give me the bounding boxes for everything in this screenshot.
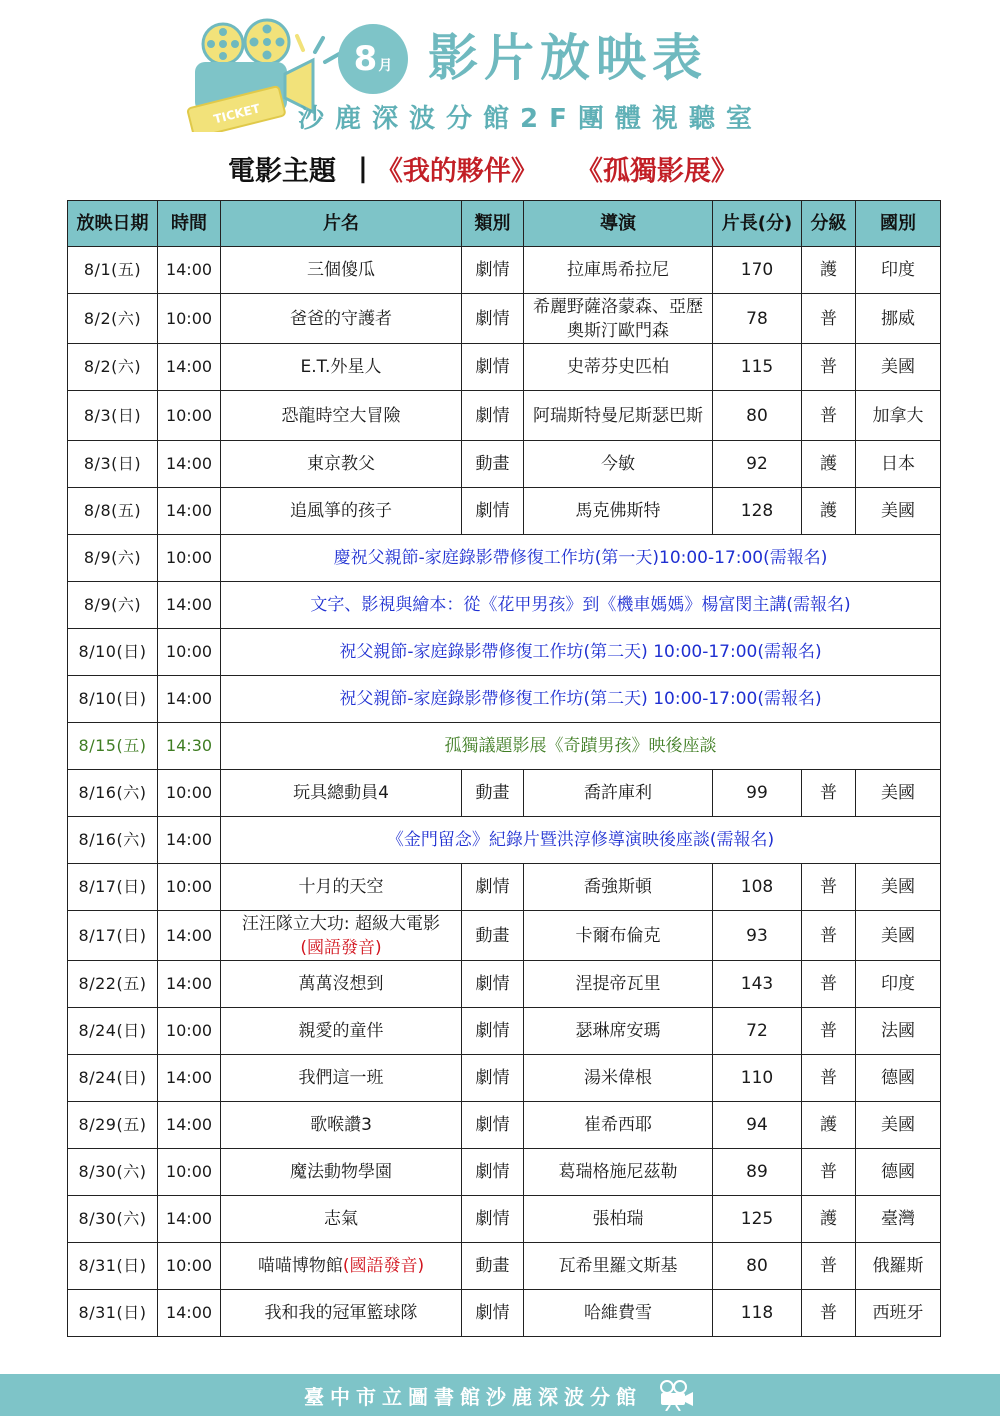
table-row — [68, 864, 941, 911]
film-country: 俄羅斯 — [856, 1243, 941, 1290]
language-note: (國語發音) — [342, 1256, 425, 1276]
film-title: 十月的天空 — [298, 877, 384, 897]
film-title: 魔法動物學園 — [290, 1162, 392, 1182]
film-rating: 普 — [802, 1008, 856, 1055]
header-length: 片長(分) — [713, 201, 802, 247]
film-director: 湯米偉根 — [524, 1055, 713, 1102]
film-country: 美國 — [856, 344, 941, 391]
film-country: 臺灣 — [856, 1196, 941, 1243]
film-country: 加拿大 — [856, 391, 941, 441]
screening-time: 14:00 — [158, 344, 221, 391]
header-time: 時間 — [158, 201, 221, 247]
theme-solitude-festival: 《孤獨影展》 — [575, 155, 738, 187]
month-number: 8 — [353, 39, 378, 79]
film-rating: 普 — [802, 1290, 856, 1337]
film-director: 瑟琳席安瑪 — [524, 1008, 713, 1055]
film-length: 93 — [713, 911, 802, 961]
screening-date: 8/17(日) — [68, 864, 158, 911]
event-description: 文字、影視與繪本：從《花甲男孩》到《機車媽媽》楊富閔主講(需報名) — [221, 582, 941, 629]
film-genre: 劇情 — [462, 344, 524, 391]
screening-time: 10:00 — [158, 535, 221, 582]
page-title: 影片放映表 — [428, 29, 708, 87]
header-rating: 分級 — [802, 201, 856, 247]
film-director: 拉庫馬希拉尼 — [524, 247, 713, 294]
film-director: 崔希西耶 — [524, 1102, 713, 1149]
film-title-cell — [221, 441, 462, 488]
film-length: 118 — [713, 1290, 802, 1337]
film-genre: 動畫 — [462, 441, 524, 488]
film-rating: 普 — [802, 1149, 856, 1196]
footer-bar — [0, 1374, 1000, 1416]
film-rating: 普 — [802, 294, 856, 344]
screening-date: 8/3(日) — [68, 441, 158, 488]
table-row — [68, 294, 941, 344]
table-row — [68, 629, 941, 676]
table-row — [68, 911, 941, 961]
screening-time: 10:00 — [158, 1008, 221, 1055]
film-title-cell — [221, 961, 462, 1008]
screening-time: 14:00 — [158, 961, 221, 1008]
film-length: 110 — [713, 1055, 802, 1102]
screening-date: 8/2(六) — [68, 344, 158, 391]
table-row — [68, 723, 941, 770]
table-row — [68, 344, 941, 391]
film-title-cell — [221, 247, 462, 294]
film-director: 喬強斯頓 — [524, 864, 713, 911]
film-title-cell — [221, 1055, 462, 1102]
screening-time: 14:00 — [158, 911, 221, 961]
film-title-cell — [221, 770, 462, 817]
film-length: 170 — [713, 247, 802, 294]
film-title: 東京教父 — [307, 454, 375, 474]
film-title: 志氣 — [324, 1209, 358, 1229]
table-row — [68, 770, 941, 817]
theme-label: 電影主題 — [228, 155, 336, 187]
screening-time: 10:00 — [158, 1243, 221, 1290]
event-description: 祝父親節-家庭錄影帶修復工作坊(第二天) 10:00-17:00(需報名) — [221, 629, 941, 676]
film-genre: 動畫 — [462, 770, 524, 817]
ticket-text: TICKET — [212, 101, 262, 127]
screening-time: 14:30 — [158, 723, 221, 770]
screening-time: 14:00 — [158, 247, 221, 294]
header-date: 放映日期 — [68, 201, 158, 247]
film-genre: 動畫 — [462, 1243, 524, 1290]
film-country: 法國 — [856, 1008, 941, 1055]
film-director: 史蒂芬史匹柏 — [524, 344, 713, 391]
film-rating: 普 — [802, 344, 856, 391]
film-genre: 劇情 — [462, 1055, 524, 1102]
screening-date: 8/24(日) — [68, 1055, 158, 1102]
film-title-cell — [221, 1008, 462, 1055]
film-length: 80 — [713, 1243, 802, 1290]
film-title: 我們這一班 — [298, 1068, 384, 1088]
film-genre: 劇情 — [462, 864, 524, 911]
film-country: 挪威 — [856, 294, 941, 344]
film-genre: 劇情 — [462, 1196, 524, 1243]
table-row — [68, 391, 941, 441]
film-rating: 普 — [802, 864, 856, 911]
film-length: 128 — [713, 488, 802, 535]
table-row — [68, 488, 941, 535]
film-rating: 普 — [802, 911, 856, 961]
film-country: 美國 — [856, 911, 941, 961]
table-row — [68, 676, 941, 723]
screening-time: 10:00 — [158, 864, 221, 911]
film-rating: 普 — [802, 1243, 856, 1290]
screening-time: 10:00 — [158, 1149, 221, 1196]
table-row — [68, 1055, 941, 1102]
table-body — [68, 247, 941, 1337]
screening-time: 14:00 — [158, 676, 221, 723]
screening-date: 8/16(六) — [68, 770, 158, 817]
film-title: 我和我的冠軍籃球隊 — [264, 1303, 418, 1323]
film-title: 追風箏的孩子 — [290, 501, 392, 521]
film-country: 美國 — [856, 770, 941, 817]
film-director: 涅提帝瓦里 — [524, 961, 713, 1008]
film-title: 萬萬沒想到 — [298, 974, 384, 994]
film-country: 德國 — [856, 1055, 941, 1102]
table-row — [68, 247, 941, 294]
film-director: 葛瑞格施尼茲勒 — [524, 1149, 713, 1196]
screening-time: 14:00 — [158, 1102, 221, 1149]
film-director: 阿瑞斯特曼尼斯瑟巴斯 — [524, 391, 713, 441]
film-rating: 普 — [802, 961, 856, 1008]
table-row — [68, 535, 941, 582]
table-header-row — [68, 201, 941, 247]
table-row — [68, 961, 941, 1008]
table-row — [68, 1196, 941, 1243]
film-length: 94 — [713, 1102, 802, 1149]
screening-time: 10:00 — [158, 629, 221, 676]
screening-date: 8/17(日) — [68, 911, 158, 961]
screening-schedule-table — [67, 200, 941, 1337]
film-title: E.T.外星人 — [300, 357, 382, 377]
table-row — [68, 1243, 941, 1290]
film-director: 瓦希里羅文斯基 — [524, 1243, 713, 1290]
screening-date: 8/30(六) — [68, 1196, 158, 1243]
film-genre: 劇情 — [462, 391, 524, 441]
header — [0, 0, 1000, 200]
film-country: 美國 — [856, 488, 941, 535]
screening-time: 10:00 — [158, 391, 221, 441]
film-genre: 劇情 — [462, 488, 524, 535]
table-row — [68, 817, 941, 864]
film-rating: 護 — [802, 488, 856, 535]
film-title: 恐龍時空大冒險 — [281, 405, 401, 426]
month-badge — [338, 24, 408, 94]
film-director: 馬克佛斯特 — [524, 488, 713, 535]
event-description: 《金門留念》紀錄片暨洪淳修導演映後座談(需報名) — [221, 817, 941, 864]
screening-time: 14:00 — [158, 1290, 221, 1337]
screening-date: 8/24(日) — [68, 1008, 158, 1055]
film-genre: 劇情 — [462, 294, 524, 344]
screening-date: 8/9(六) — [68, 535, 158, 582]
screening-date: 8/10(日) — [68, 676, 158, 723]
film-title: 爸爸的守護者 — [290, 308, 392, 329]
film-director: 喬許庫利 — [524, 770, 713, 817]
film-title-cell — [221, 911, 462, 961]
film-genre: 劇情 — [462, 1290, 524, 1337]
table-row — [68, 1008, 941, 1055]
film-length: 72 — [713, 1008, 802, 1055]
film-length: 80 — [713, 391, 802, 441]
film-length: 99 — [713, 770, 802, 817]
film-length: 108 — [713, 864, 802, 911]
table-row — [68, 441, 941, 488]
event-description: 孤獨議題影展《奇蹟男孩》映後座談 — [221, 723, 941, 770]
screening-date: 8/2(六) — [68, 294, 158, 344]
screening-date: 8/31(日) — [68, 1243, 158, 1290]
film-country: 西班牙 — [856, 1290, 941, 1337]
header-country: 國別 — [856, 201, 941, 247]
film-length: 125 — [713, 1196, 802, 1243]
film-length: 89 — [713, 1149, 802, 1196]
film-title-cell — [221, 1149, 462, 1196]
film-title-cell — [221, 864, 462, 911]
screening-date: 8/30(六) — [68, 1149, 158, 1196]
film-title-cell — [221, 391, 462, 441]
film-title-cell — [221, 344, 462, 391]
table-row — [68, 1102, 941, 1149]
film-length: 92 — [713, 441, 802, 488]
film-country: 德國 — [856, 1149, 941, 1196]
film-title: 親愛的童伴 — [298, 1021, 384, 1041]
film-genre: 劇情 — [462, 961, 524, 1008]
film-rating: 護 — [802, 1196, 856, 1243]
theme-row — [228, 148, 738, 188]
film-title-cell — [221, 1243, 462, 1290]
film-title: 歌喉讚3 — [310, 1115, 372, 1135]
screening-date: 8/15(五) — [68, 723, 158, 770]
film-title-cell — [221, 1290, 462, 1337]
event-description: 慶祝父親節-家庭錄影帶修復工作坊(第一天)10:00-17:00(需報名) — [221, 535, 941, 582]
film-title-cell — [221, 1102, 462, 1149]
film-genre: 劇情 — [462, 1008, 524, 1055]
film-rating: 普 — [802, 770, 856, 817]
film-country: 日本 — [856, 441, 941, 488]
film-title-cell — [221, 488, 462, 535]
screening-date: 8/9(六) — [68, 582, 158, 629]
screening-date: 8/22(五) — [68, 961, 158, 1008]
screening-time: 14:00 — [158, 1055, 221, 1102]
film-camera-icon — [656, 1379, 696, 1411]
film-genre: 劇情 — [462, 247, 524, 294]
screening-time: 14:00 — [158, 817, 221, 864]
film-country: 美國 — [856, 864, 941, 911]
film-length: 143 — [713, 961, 802, 1008]
film-rating: 普 — [802, 391, 856, 441]
venue-subtitle: 沙鹿深波分館2F團體視聽室 — [298, 104, 763, 134]
film-length: 115 — [713, 344, 802, 391]
film-director: 哈維費雪 — [524, 1290, 713, 1337]
film-director: 今敏 — [524, 441, 713, 488]
screening-time: 14:00 — [158, 488, 221, 535]
film-title: 汪汪隊立大功: 超級大電影 — [241, 913, 441, 934]
library-name: 臺中市立圖書館沙鹿深波分館 — [304, 1384, 642, 1409]
header-title: 片名 — [221, 201, 462, 247]
film-country: 印度 — [856, 961, 941, 1008]
film-title-cell — [221, 1196, 462, 1243]
header-director: 導演 — [524, 201, 713, 247]
table-row — [68, 582, 941, 629]
event-description: 祝父親節-家庭錄影帶修復工作坊(第二天) 10:00-17:00(需報名) — [221, 676, 941, 723]
film-title: 玩具總動員4 — [293, 783, 389, 803]
theme-separator: | — [358, 152, 368, 184]
screening-date: 8/10(日) — [68, 629, 158, 676]
screening-date: 8/8(五) — [68, 488, 158, 535]
table-row — [68, 1149, 941, 1196]
screening-date: 8/31(日) — [68, 1290, 158, 1337]
film-rating: 護 — [802, 441, 856, 488]
screening-date: 8/29(五) — [68, 1102, 158, 1149]
screening-time: 14:00 — [158, 582, 221, 629]
screening-time: 14:00 — [158, 441, 221, 488]
film-rating: 護 — [802, 1102, 856, 1149]
screening-time: 14:00 — [158, 1196, 221, 1243]
screening-time: 10:00 — [158, 294, 221, 344]
screening-date: 8/3(日) — [68, 391, 158, 441]
film-rating: 普 — [802, 1055, 856, 1102]
theme-my-partner: 《我的夥伴》 — [375, 155, 538, 187]
film-title: 三個傻瓜 — [307, 260, 375, 280]
film-rating: 護 — [802, 247, 856, 294]
film-country: 印度 — [856, 247, 941, 294]
film-genre: 動畫 — [462, 911, 524, 961]
film-country: 美國 — [856, 1102, 941, 1149]
table-row — [68, 1290, 941, 1337]
film-length: 78 — [713, 294, 802, 344]
film-genre: 劇情 — [462, 1149, 524, 1196]
month-unit: 月 — [378, 58, 393, 74]
header-genre: 類別 — [462, 201, 524, 247]
film-director: 卡爾布倫克 — [524, 911, 713, 961]
screening-date: 8/16(六) — [68, 817, 158, 864]
film-director: 張柏瑞 — [524, 1196, 713, 1243]
film-genre: 劇情 — [462, 1102, 524, 1149]
screening-date: 8/1(五) — [68, 247, 158, 294]
film-title-cell — [221, 294, 462, 344]
film-title: 喵喵博物館 — [257, 1256, 343, 1276]
language-note: (國語發音) — [300, 937, 382, 958]
film-director: 希麗野薩洛蒙森、亞歷奧斯汀歐門森 — [524, 294, 713, 344]
screening-time: 10:00 — [158, 770, 221, 817]
